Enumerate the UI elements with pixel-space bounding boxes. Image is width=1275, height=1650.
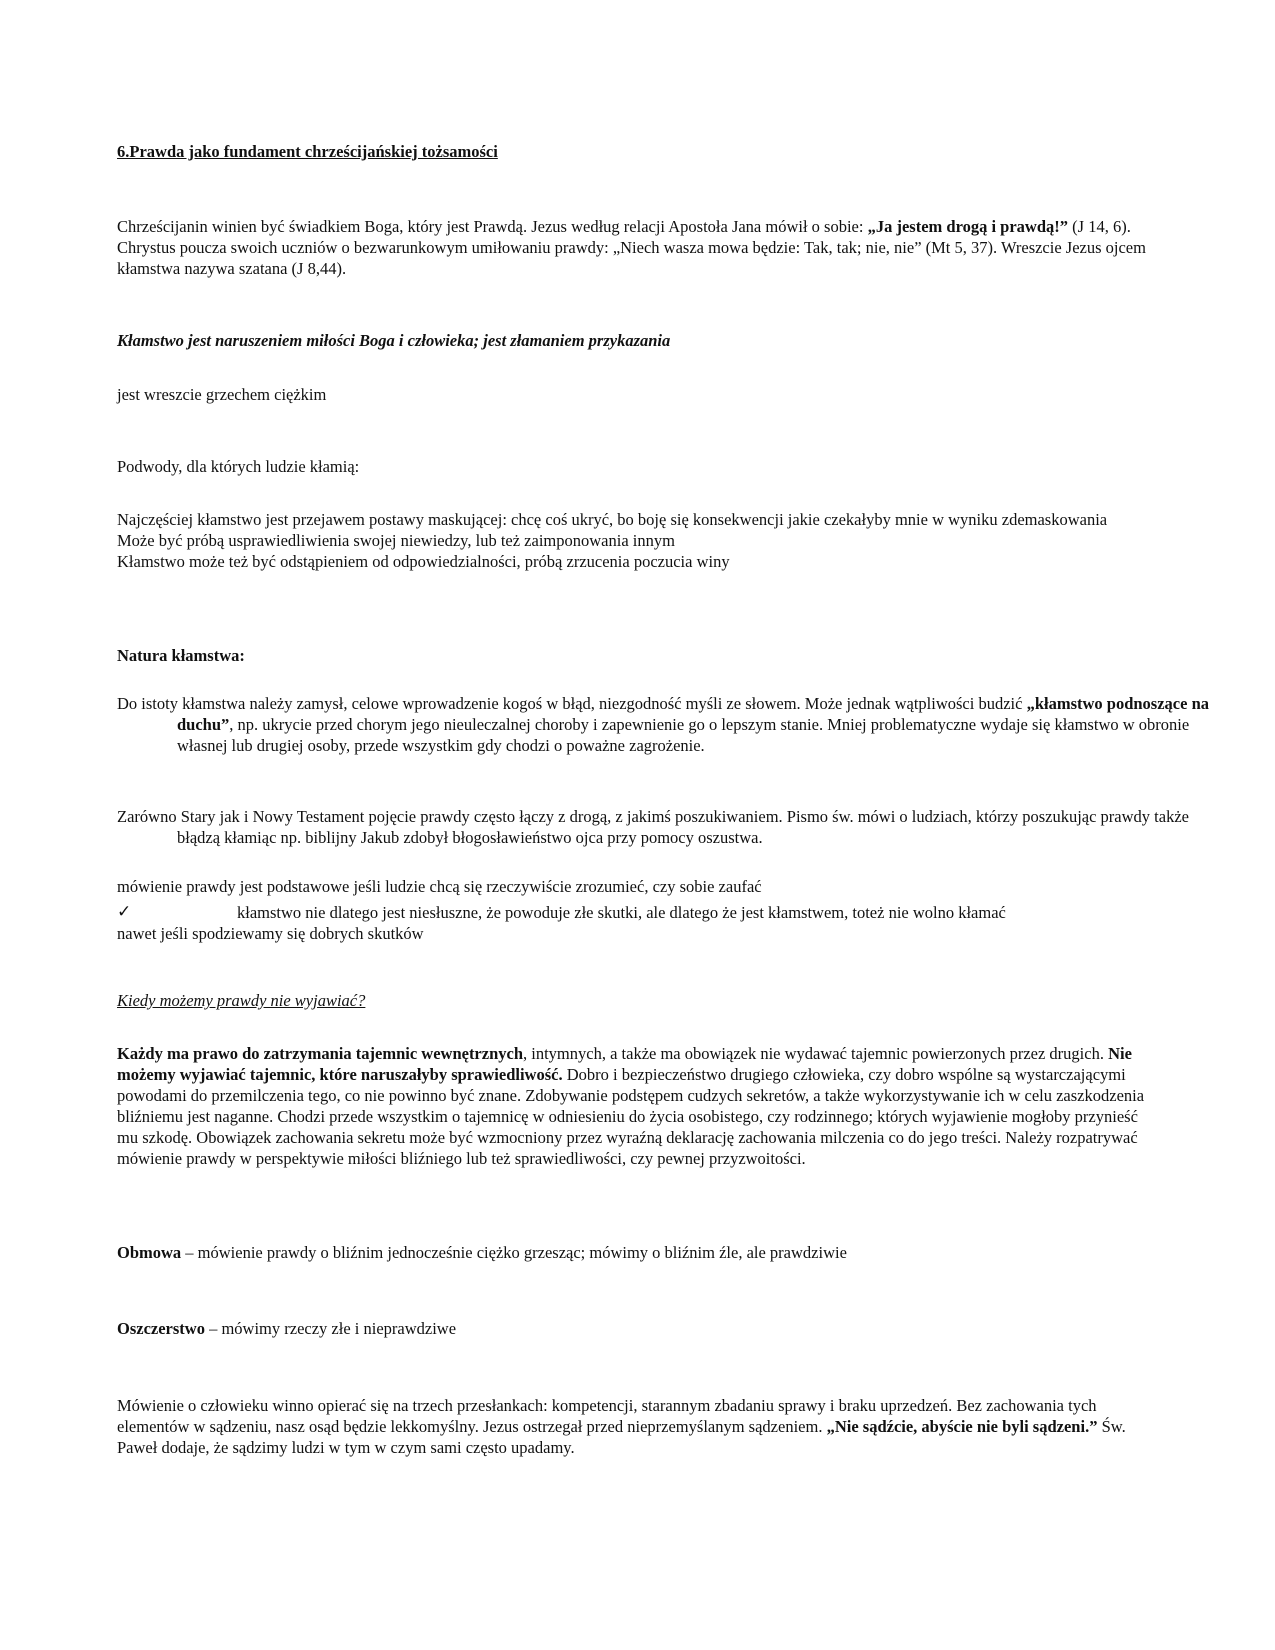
secrets-text-1: , intymnych, a także ma obowiązek nie wydawać tajemnic powierzonych przez drugich. xyxy=(523,1044,1109,1063)
intro-paragraph xyxy=(117,216,1157,279)
check-line-1: kłamstwo nie dlatego jest niesłuszne, że powoduje złe skutki, ale dlatego że jest kłamstwem, toteż nie wolno kłamać xyxy=(237,903,1006,922)
nature-paragraph-2: Zarówno Stary jak i Nowy Testament pojęcie prawdy często łączy z drogą, z jakimś poszukiwaniem. Pismo św. mówi o ludziach, którzy poszukując prawdy także błądzą kłamiąc np. biblijny Jakub zdobył błogosławieństwo ojca przy pomocy oszustwa. xyxy=(117,807,1189,847)
nature-paragraph-1 xyxy=(117,693,1217,756)
nature-heading: Natura kłamstwa: xyxy=(117,646,245,665)
document-title: 6.Prawda jako fundament chrześcijańskiej tożsamości xyxy=(117,142,498,161)
when-heading: Kiedy możemy prawdy nie wyjawiać? xyxy=(117,991,366,1010)
secrets-bold-1: Każdy ma prawo do zatrzymania tajemnic wewnętrznych xyxy=(117,1044,524,1063)
mortal-sin-line: jest wreszcie grzechem ciężkim xyxy=(117,385,327,404)
obmowa-text: – mówienie prawdy o bliźnim jednocześnie ciężko grzesząc; mówimy o bliźnim źle, ale prawdziwie xyxy=(181,1243,847,1262)
lie-heading: Kłamstwo jest naruszeniem miłości Boga i człowieka; jest złamaniem przykazania xyxy=(117,331,671,350)
reason-item: Kłamstwo może też być odstąpieniem od odpowiedzialności, próbą zrzucenia poczucia winy xyxy=(117,552,730,571)
obmowa-term: Obmowa xyxy=(117,1243,182,1262)
secrets-text-2: Dobro i bezpieczeństwo drugiego człowieka, czy dobro wspólne są wystarczającymi powodami do przemilczenia tego, co nie powinno być znane. Zdobywanie podstępem cudzych sekretów, a także wykorzystywanie ich w celu zaszkodzenia bliźniemu jest naganne. Chodzi przede wszystkim o tajemnicę w odniesieniu do życia osobistego, czy rodzinnego; których wyjawienie mogłoby przynieść mu szkodę. Obowiązek zachowania sekretu może być wzmocniony przez wyraźną deklarację zachowania milczenia co do jego treści. Należy rozpatrywać mówienie prawdy w perspektywie miłości bliźniego lub też sprawiedliwości, czy pewnej przyzwoitości. xyxy=(117,1065,1145,1168)
truth-basic-line: mówienie prawdy jest podstawowe jeśli ludzie chcą się rzeczywiście zrozumieć, czy sobie zaufać xyxy=(117,877,762,896)
oszczerstwo-definition xyxy=(117,1318,1157,1339)
reason-item: Najczęściej kłamstwo jest przejawem postawy maskującej: chcę coś ukryć, bo boję się konsekwencji jakie czekałyby mnie w wyniku zdemaskowania xyxy=(117,510,1108,529)
secrets-paragraph xyxy=(117,1043,1157,1169)
nature-text-1: Do istoty kłamstwa należy zamysł, celowe wprowadzenie kogoś w błąd, niezgodność myśli ze słowem. Może jednak wątpliwości budzić xyxy=(117,694,1027,713)
intro-text-2: (J 14, 6). Chrystus poucza swoich uczniów o bezwarunkowym umiłowaniu prawdy: „Niech wasza mowa będzie: Tak, tak; nie, nie” (Mt 5, 37). Wreszcie Jezus ojcem kłamstwa nazywa szatana (J 8,44). xyxy=(117,217,1146,278)
check-item xyxy=(117,902,1157,944)
oszczerstwo-text: – mówimy rzeczy złe i nieprawdziwe xyxy=(204,1319,457,1338)
reasons-list xyxy=(117,509,1157,572)
final-paragraph xyxy=(117,1395,1157,1458)
intro-text-1: Chrześcijanin winien być świadkiem Boga, który jest Prawdą. Jezus według relacji Apostoła Jana mówił o sobie: xyxy=(117,217,868,236)
nature-quote: „kłamstwo podnoszące na duchu” xyxy=(177,694,1209,734)
final-text-2: Św. Paweł dodaje, że sądzimy ludzi w tym w czym sami często upadamy. xyxy=(117,1417,1126,1457)
obmowa-definition xyxy=(117,1242,1157,1263)
secrets-bold-2: Nie możemy wyjawiać tajemnic, które naruszałyby sprawiedliwość. xyxy=(117,1044,1132,1084)
final-text-1: Mówienie o człowieku winno opierać się na trzech przesłankach: kompetencji, starannym zbadaniu sprawy i braku uprzedzeń. Bez zachowania tych elementów w sądzeniu, nasz osąd będzie lekkomyślny. Jezus ostrzegał przed nieprzemyślanym sądzeniem. xyxy=(117,1396,1097,1436)
reasons-heading: Podwody, dla których ludzie kłamią: xyxy=(117,457,360,476)
intro-quote: „Ja jestem drogą i prawdą!” xyxy=(867,217,1069,236)
reason-item: Może być próbą usprawiedliwienia swojej niewiedzy, lub też zaimponowania innym xyxy=(117,531,675,550)
nature-text-2: , np. ukrycie przed chorym jego nieuleczalnej choroby i zapewnienie go o lepszym stanie. Mniej problematyczne wydaje się kłamstwo w obronie własnej lub drugiej osoby, przede wszystkim gdy chodzi o poważne zagrożenie. xyxy=(177,715,1190,755)
check-line-2: nawet jeśli spodziewamy się dobrych skutków xyxy=(117,924,424,943)
oszczerstwo-term: Oszczerstwo xyxy=(117,1319,205,1338)
checkmark-icon: ✓ xyxy=(117,902,132,922)
final-quote: „Nie sądźcie, abyście nie byli sądzeni.” xyxy=(826,1417,1098,1436)
